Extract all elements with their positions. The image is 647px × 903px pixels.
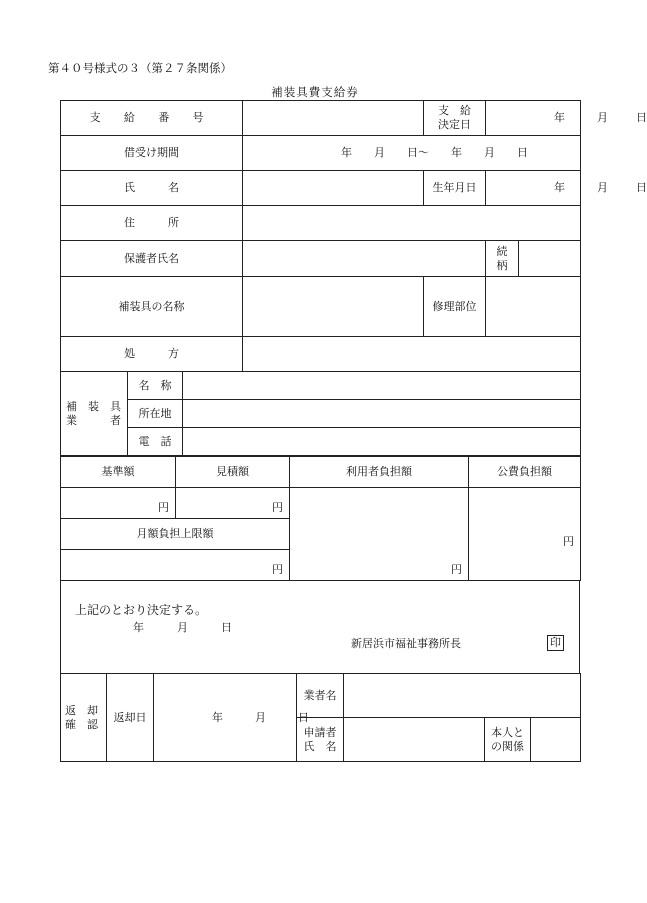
name-field[interactable]	[243, 171, 424, 206]
name-label: 氏 名	[61, 171, 243, 206]
vendor-address-field[interactable]	[183, 400, 581, 428]
user-burden-field[interactable]: 円	[290, 488, 469, 581]
relation-to-person-label: 本人と の関係	[485, 718, 531, 762]
return-date-label: 返却日	[107, 674, 154, 762]
vendor-name-field[interactable]	[183, 372, 581, 400]
decision-date-field[interactable]: 年 月 日	[486, 101, 581, 136]
decision-date-label: 支 給 決定日	[424, 101, 486, 136]
date-of-birth-label: 生年月日	[424, 171, 486, 206]
seal-mark: 印	[547, 635, 564, 651]
vendor-name-return-label: 業者名	[297, 674, 344, 718]
return-confirmation-label: 返 却 確 認	[61, 674, 107, 762]
device-name-field[interactable]	[243, 277, 424, 337]
rental-period-field[interactable]: 年 月 日～ 年 月 日	[243, 136, 581, 171]
vendor-address-label: 所在地	[128, 400, 183, 428]
applicant-name-field[interactable]	[344, 718, 485, 762]
guardian-name-label: 保護者氏名	[61, 241, 243, 277]
estimate-amount-field[interactable]: 円	[176, 488, 290, 519]
vendor-name-label: 名 称	[128, 372, 183, 400]
address-label: 住 所	[61, 206, 243, 241]
relation-to-person-field[interactable]	[531, 718, 581, 762]
decision-date: 年 月 日	[133, 621, 232, 634]
rental-period-label: 借受け期間	[61, 136, 243, 171]
decision-box	[61, 581, 580, 674]
prescription-field[interactable]	[243, 337, 581, 372]
office-head-name: 新居浜市福祉事務所長	[351, 637, 461, 650]
repair-part-label: 修理部位	[424, 277, 486, 337]
decision-table	[60, 580, 580, 674]
user-burden-label: 利用者負担額	[290, 457, 469, 488]
amounts-table	[60, 456, 581, 581]
applicant-name-label: 申請者 氏 名	[297, 718, 344, 762]
monthly-limit-label: 月額負担上限額	[61, 519, 290, 550]
vendor-phone-label: 電 話	[128, 428, 183, 456]
decision-statement: 上記のとおり決定する。	[75, 603, 208, 617]
guardian-name-field[interactable]	[243, 241, 486, 277]
payment-number-label: 支 給 番 号	[61, 101, 243, 136]
vendor-phone-field[interactable]	[183, 428, 581, 456]
payment-number-field[interactable]	[243, 101, 424, 136]
base-amount-label: 基準額	[61, 457, 176, 488]
document-title: 補装具費支給券	[271, 85, 359, 99]
public-burden-label: 公費負担額	[469, 457, 581, 488]
return-date-field[interactable]: 年 月 日	[154, 674, 297, 762]
relationship-label: 続 柄	[486, 241, 519, 277]
base-amount-field[interactable]: 円	[61, 488, 176, 519]
public-burden-field[interactable]: 円	[469, 488, 581, 581]
estimate-amount-label: 見積額	[176, 457, 290, 488]
vendor-group-label: 補 装 具 業 者	[61, 372, 128, 456]
address-field[interactable]	[243, 206, 581, 241]
form-number: 第４０号様式の３（第２７条関係）	[48, 61, 232, 75]
prescription-label: 処 方	[61, 337, 243, 372]
monthly-limit-field[interactable]: 円	[61, 550, 290, 581]
date-of-birth-field[interactable]: 年 月 日	[486, 171, 581, 206]
device-name-label: 補装具の名称	[61, 277, 243, 337]
vendor-name-return-field[interactable]	[344, 674, 581, 718]
return-table	[60, 673, 581, 762]
repair-part-field[interactable]	[486, 277, 581, 337]
relationship-field[interactable]	[519, 241, 581, 277]
main-form-table	[60, 100, 647, 456]
